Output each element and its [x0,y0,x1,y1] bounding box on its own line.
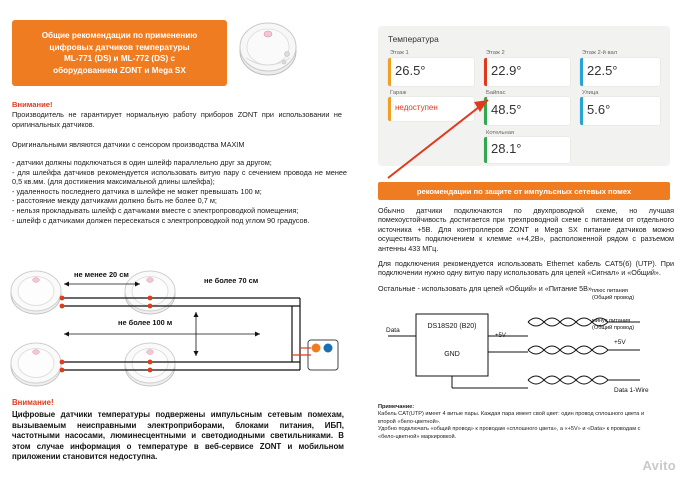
temperature-tile[interactable] [580,58,660,86]
tile-value: 22.9° [491,63,522,78]
bullet-item: - для шлейфа датчиков рекомендуется использовать витую пару с сечением провода не менее 0,5 кв.мм. (для достижения максимальной длины шлейфа); [12,167,347,187]
svg-text:Data: Data [386,327,400,334]
tile-accent-bar [388,58,391,86]
footnote-line: «бело-цветной» маркировкой. [378,433,457,440]
svg-text:GND: GND [444,351,460,358]
protection-paragraph: Остальные - использовать для цепей «Общий» и «Питание 5В» [378,283,592,293]
tile-name-street: Улица [582,90,599,96]
bullet-item: - шлейф с датчиками должен пересекаться с электропроводкой под углом 90 градусов. [12,215,310,225]
temperature-panel [378,26,670,166]
temperature-tile[interactable] [484,97,570,125]
warning-2-body: Цифровые датчики температуры подвержены импульсным сетевым помехам, вызываемым неисправными электроприборами, блоками питания, ИБП, частотными насосами, люминесцентными и светодиодными светильниками. В этом случае информация о температуре в веб-сервисе ZONT и мобильном приложении становится недоступна. [12,410,344,462]
tile-value: 48.5° [491,102,522,117]
bullet-item: - нельзя прокладывать шлейф с датчиками вместе с электропроводкой помещения; [12,205,299,215]
temperature-tile[interactable] [388,58,474,86]
temperature-tile[interactable] [580,97,660,125]
label-not-less-20: не менее 20 см [74,270,129,279]
power-terminal-label: + − [316,352,325,359]
svg-text:+5V: +5V [614,339,626,346]
bullet-item: - расстояние между датчиками должно быть не более 0,7 м; [12,196,217,206]
label-not-more-100: не более 100 м [118,318,173,327]
tile-name-boiler-room: Котельная [486,130,515,136]
footnote-heading: Примечание: [378,404,415,410]
poster-title [12,20,227,86]
label-supply-minus: минус питания (Общий провод) [592,318,635,331]
right-column [360,0,686,479]
sensor-symbol [11,343,61,386]
footnote-line: второй «бело-цветной». [378,418,441,425]
title-line-1: Общие рекомендации по применению [41,31,198,40]
warning-1-heading: Внимание! [12,100,53,109]
footnote-line: Кабель CAT(UTP) имеет 4 витые пары. Каждая пара имеет свой цвет: один провод сплошного цвета и [378,411,645,418]
temperature-panel-title: Температура [388,34,439,44]
footnote-line: Удобно подключать «общий провод» к проводам «сплошного цвета», а «+5V» и «Data» к проводам с [378,426,641,433]
tile-value: 28.1° [491,141,522,156]
tile-value: недоступен [395,103,438,112]
tile-value: 26.5° [395,63,426,78]
label-not-more-70: не более 70 см [204,276,259,285]
svg-text:Data 1-Wire: Data 1-Wire [614,387,649,394]
wiring-schematic [0,262,355,402]
protection-paragraph: Для подключения рекомендуется использовать Ethernet кабель CAT5(6) (UTP). При подключении нужно одну витую пару использовать для цепей «Сигнал» и «Общий». [378,259,674,278]
warning-2-heading: Внимание! [12,398,54,407]
tile-name-bypass: Байпас [486,90,506,96]
column-head-floor-2: Этаж 2 [486,50,505,56]
temperature-tile[interactable] [484,58,570,86]
footnote [378,404,678,441]
bullet-item: - датчики должны подключаться в один шлейф параллельно друг за другом; [12,158,272,167]
tile-accent-bar [580,97,583,125]
protection-paragraph: Обычно датчики подключаются по двухпроводной схеме, но лучшая помехоустойчивость достигается при трехпроводной схеме с питанием от отдельного источника +5В. Для контроллеров ZONT и Mega SX питание датчиков можно осуществить подключением к клемме «+4,2В», расположенной рядом с разъемом антенны 433 МГц. [378,206,674,253]
svg-text:+5V: +5V [495,333,506,339]
warning-1-body: Производитель не гарантирует нормальную работу приборов ZONT при использовании не оригинальных датчиков. [12,110,342,129]
label-supply-plus: плюс питания (Общий провод) [592,288,635,301]
title-line-4: оборудованием ZONT и Mega SX [53,65,186,75]
warning-1-note: Оригинальными являются датчики с сенсором производства MAXIM [12,140,245,149]
sensor-symbol [11,271,61,314]
svg-text:DS18S20 (B20): DS18S20 (B20) [427,323,477,330]
temperature-tile[interactable] [484,137,570,163]
title-line-2: цифровых датчиков температуры [49,42,190,52]
temperature-badge: t°C [325,352,335,359]
protection-section-header: рекомендации по защите от импульсных сетевых помех [378,182,670,200]
temperature-sensor-illustration [232,18,304,80]
tile-accent-bar [580,58,583,86]
watermark-text: Avito [642,458,676,473]
title-line-3: ML-771 (DS) и ML-772 (DS) с [63,54,175,63]
tile-value: 22.5° [587,63,618,78]
tile-value: 5.6° [587,102,611,117]
protection-text [378,206,674,299]
column-head-floor-2b: Этаж 2-й вал [582,50,618,56]
three-wire-diagram-svg [378,292,674,402]
wiring-schematic-svg [0,262,355,402]
bullet-item: - удаленность последнего датчика в шлейфе не может превышать 100 м; [12,186,262,196]
pointer-arrow-icon [374,90,494,190]
tile-name-garage: Гараж [390,90,407,96]
watermark [642,458,676,473]
sensor-symbol [125,343,175,386]
bullet-list [12,158,347,225]
tile-accent-bar [484,58,487,86]
column-head-floor-1: Этаж 1 [390,50,409,56]
